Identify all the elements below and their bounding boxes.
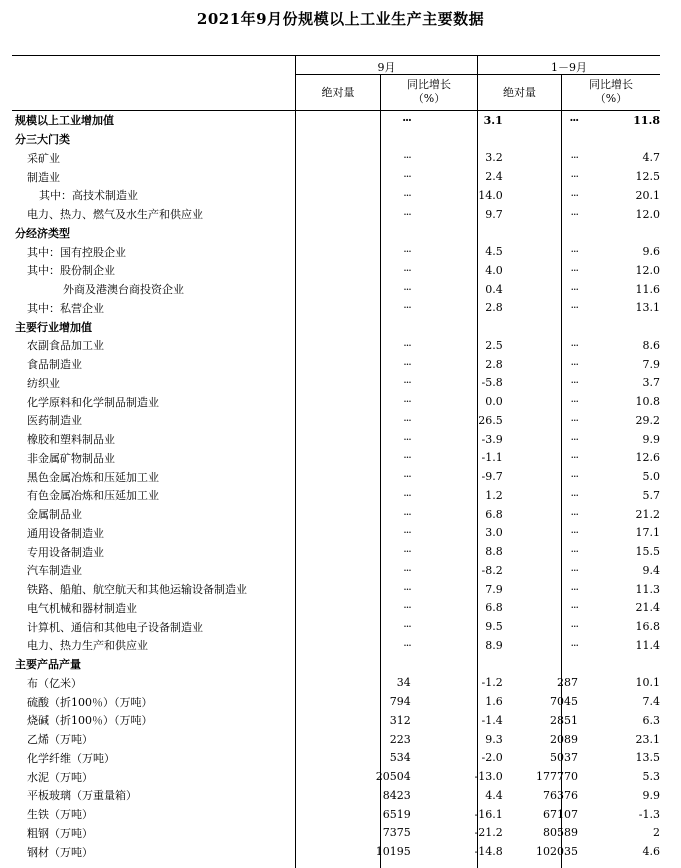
row-value: 9.9 [642, 432, 660, 446]
row-value: 102035 [536, 845, 579, 859]
table-row [12, 805, 660, 824]
row-value: 9.4 [642, 563, 660, 577]
row-label: 其中：股份制企业 [27, 264, 115, 278]
row-value: 3.1 [483, 113, 503, 127]
row-value: 0.0 [485, 395, 503, 409]
row-value: ··· [403, 432, 411, 446]
row-label: 其中：国有控股企业 [27, 245, 126, 259]
row-value: ··· [403, 470, 411, 484]
row-value: 3.7 [642, 376, 660, 390]
row-value: ··· [570, 395, 579, 409]
row-value: ··· [403, 601, 411, 615]
page-title: 2021年9月份规模以上工业生产主要数据 [196, 10, 485, 28]
header-yoy-line2: （%） [412, 92, 446, 105]
row-value: ··· [403, 301, 411, 315]
row-value: -16.1 [474, 807, 503, 821]
row-value: 4.7 [642, 151, 660, 165]
table-top-border [12, 55, 660, 56]
row-value [503, 130, 578, 149]
row-value: ··· [403, 545, 411, 559]
row-value: 12.0 [635, 207, 660, 221]
row-label: 其中：高技术制造业 [39, 189, 138, 203]
section-row [12, 317, 660, 336]
row-value [578, 317, 660, 336]
row-value: ··· [403, 413, 411, 427]
row-value: 312 [389, 713, 411, 727]
header-abs-jan-sep: 绝对量 [503, 86, 536, 99]
table-row [12, 149, 660, 168]
row-value: ··· [403, 188, 411, 202]
table-row [12, 186, 660, 205]
row-label: 布（亿米） [27, 676, 82, 690]
row-value [336, 224, 411, 243]
row-value: -1.4 [481, 713, 503, 727]
row-value [578, 130, 660, 149]
row-value: 7045 [550, 695, 579, 709]
row-value: ··· [570, 357, 579, 371]
row-value: 2089 [550, 732, 579, 746]
row-value: 1.2 [485, 488, 503, 502]
table-row [12, 467, 660, 486]
row-value: ··· [570, 188, 579, 202]
row-value: 10.8 [635, 395, 660, 409]
row-label: 水泥（万吨） [27, 770, 93, 784]
row-value: ··· [570, 638, 579, 652]
row-value: 9.7 [485, 207, 503, 221]
row-value: ··· [570, 245, 579, 259]
row-value: 9.9 [642, 788, 660, 802]
row-value: ··· [403, 357, 411, 371]
table-row [12, 842, 660, 861]
row-value [578, 655, 660, 674]
row-label: 计算机、通信和其他电子设备制造业 [27, 620, 203, 634]
row-value: 534 [389, 751, 411, 765]
row-value: 3.2 [485, 151, 503, 165]
row-value: 11.6 [635, 282, 660, 296]
row-value: 10195 [375, 845, 411, 859]
row-value [336, 655, 411, 674]
row-value: 6.8 [485, 507, 503, 521]
row-value: -21.2 [474, 826, 503, 840]
row-value: -14.8 [474, 845, 503, 859]
row-label: 分经济类型 [15, 226, 70, 240]
row-value: 3.0 [485, 526, 503, 540]
row-label: 主要产品产量 [15, 658, 81, 672]
row-value: -8.2 [481, 563, 503, 577]
row-value: ··· [570, 545, 579, 559]
row-value: 13.1 [635, 301, 660, 315]
table-row [12, 336, 660, 355]
section-row [12, 224, 660, 243]
row-value: 34 [396, 676, 411, 690]
table-row [12, 355, 660, 374]
row-label: 橡胶和塑料制品业 [27, 433, 115, 447]
table-row [12, 280, 660, 299]
row-value [503, 317, 578, 336]
row-value [336, 130, 411, 149]
row-value: -3.9 [481, 432, 503, 446]
row-value: 21.4 [635, 601, 660, 615]
row-value: 4.4 [485, 788, 503, 802]
row-value: 287 [557, 676, 579, 690]
row-label: 乙烯（万吨） [27, 733, 93, 747]
row-value: ··· [570, 526, 579, 540]
row-value: ··· [570, 301, 579, 315]
header-period-jan-sep: 1－9月 [551, 61, 587, 74]
row-label: 化学纤维（万吨） [27, 751, 115, 765]
row-value: 20504 [375, 770, 411, 784]
header-period-sep: 9月 [377, 61, 396, 74]
table-row [12, 392, 660, 411]
row-value: ··· [570, 170, 579, 184]
table-row [12, 561, 660, 580]
row-value: 8423 [382, 788, 411, 802]
table-row [12, 449, 660, 468]
table-row [12, 674, 660, 693]
row-value: 16.8 [635, 620, 660, 634]
row-label: 汽车制造业 [27, 564, 82, 578]
row-value: ··· [570, 601, 579, 615]
table-row [12, 524, 660, 543]
header-yoy-line2: （%） [594, 92, 628, 105]
table-row [12, 636, 660, 655]
table-row [12, 111, 660, 130]
row-value: ··· [570, 620, 579, 634]
header-yoy-line1: 同比增长 [589, 78, 633, 91]
row-label: 黑色金属冶炼和压延加工业 [27, 470, 159, 484]
row-value: -1.3 [638, 807, 660, 821]
row-value: ··· [403, 170, 411, 184]
row-value: 15.5 [635, 545, 660, 559]
table-row [12, 767, 660, 786]
row-label: 分三大门类 [15, 133, 70, 147]
row-value: ··· [403, 245, 411, 259]
row-value: 23.1 [635, 732, 660, 746]
row-value [336, 317, 411, 336]
row-value: 26.5 [478, 413, 503, 427]
row-value: 29.2 [635, 413, 660, 427]
row-value: 11.4 [635, 638, 660, 652]
row-value: 14.0 [478, 188, 503, 202]
row-value [411, 130, 503, 149]
header-yoy-sep [381, 78, 477, 106]
row-label: 规模以上工业增加值 [15, 114, 114, 128]
row-value: 5.7 [642, 488, 660, 502]
row-label: 电气机械和器材制造业 [27, 601, 137, 615]
row-value: ··· [403, 338, 411, 352]
row-value: 10.1 [635, 676, 660, 690]
section-row [12, 130, 660, 149]
row-value: ··· [570, 338, 579, 352]
row-value: 12.5 [635, 170, 660, 184]
row-value: 80589 [543, 826, 579, 840]
row-value: ··· [403, 451, 411, 465]
row-value: 13.5 [635, 751, 660, 765]
row-value: ··· [570, 263, 579, 277]
row-label: 主要行业增加值 [15, 320, 92, 334]
row-label: 粗钢（万吨） [27, 826, 93, 840]
row-value: 8.9 [485, 638, 503, 652]
table-row [12, 486, 660, 505]
row-label: 制造业 [27, 170, 60, 184]
row-label: 非金属矿物制品业 [27, 451, 115, 465]
table-row [12, 242, 660, 261]
table-row [12, 374, 660, 393]
table-row [12, 749, 660, 768]
row-value: ··· [403, 282, 411, 296]
row-value: 9.6 [642, 245, 660, 259]
row-value: 8.6 [642, 338, 660, 352]
row-value: ··· [570, 151, 579, 165]
row-label: 平板玻璃（万重量箱） [27, 789, 137, 803]
row-value: ··· [570, 470, 579, 484]
row-value [578, 224, 660, 243]
row-value: 2.8 [485, 357, 503, 371]
row-value: 9.3 [485, 732, 503, 746]
row-value: ··· [403, 563, 411, 577]
row-label: 电力、热力生产和供应业 [27, 639, 148, 653]
header-abs-sep: 绝对量 [321, 86, 355, 99]
row-label: 生铁（万吨） [27, 808, 93, 822]
row-value: 5037 [550, 751, 579, 765]
row-value [411, 655, 503, 674]
table-row [12, 711, 660, 730]
row-value [411, 224, 503, 243]
row-value: 7.9 [642, 357, 660, 371]
table-row [12, 261, 660, 280]
row-value: ··· [403, 526, 411, 540]
row-label: 外商及港澳台商投资企业 [63, 283, 184, 297]
row-value: ··· [569, 113, 579, 127]
table-row [12, 599, 660, 618]
row-value: 7375 [382, 826, 411, 840]
row-value: ··· [402, 113, 411, 127]
row-label: 化学原料和化学制品制造业 [27, 395, 159, 409]
row-label: 纺织业 [27, 376, 60, 390]
row-value: ··· [570, 488, 579, 502]
row-value: 2851 [550, 713, 579, 727]
section-row [12, 655, 660, 674]
row-value: 5.3 [642, 770, 660, 784]
row-value: ··· [570, 451, 579, 465]
row-value: 5.0 [642, 470, 660, 484]
row-value: ··· [403, 151, 411, 165]
table-row [12, 617, 660, 636]
row-value: -2.0 [481, 751, 503, 765]
row-value: ··· [570, 207, 579, 221]
table-row [12, 167, 660, 186]
data-table [12, 111, 660, 861]
row-value: 17.1 [635, 526, 660, 540]
row-label: 食品制造业 [27, 358, 82, 372]
row-value: 177770 [536, 770, 579, 784]
row-value: 7.9 [485, 582, 503, 596]
row-value: ··· [403, 395, 411, 409]
row-label: 烧碱（折100％）（万吨） [27, 714, 153, 728]
row-value: 2 [653, 826, 660, 840]
table-row [12, 692, 660, 711]
row-value: ··· [570, 432, 579, 446]
row-label: 铁路、船舶、航空航天和其他运输设备制造业 [27, 583, 247, 597]
row-value: ··· [403, 207, 411, 221]
row-value: ··· [570, 376, 579, 390]
row-value: 67107 [543, 807, 579, 821]
table-row [12, 205, 660, 224]
row-value: 21.2 [635, 507, 660, 521]
row-value: 12.0 [635, 263, 660, 277]
row-value: 11.3 [635, 582, 660, 596]
row-label: 农副食品加工业 [27, 339, 104, 353]
row-value: 6519 [382, 807, 411, 821]
row-value: ··· [570, 282, 579, 296]
row-value: -1.2 [481, 676, 503, 690]
row-label: 通用设备制造业 [27, 526, 104, 540]
row-value: 76376 [543, 788, 579, 802]
row-value: 794 [389, 695, 411, 709]
row-label: 钢材（万吨） [27, 845, 93, 859]
table-row [12, 786, 660, 805]
row-label: 硫酸（折100％）（万吨） [27, 695, 153, 709]
row-label: 采矿业 [27, 151, 60, 165]
header-yoy-line1: 同比增长 [407, 78, 451, 91]
row-value: ··· [403, 263, 411, 277]
row-value: ··· [403, 638, 411, 652]
row-value: -9.7 [481, 470, 503, 484]
row-value [503, 224, 578, 243]
table-row [12, 430, 660, 449]
table-row [12, 299, 660, 318]
row-label: 有色金属冶炼和压延加工业 [27, 489, 159, 503]
table-row [12, 411, 660, 430]
table-row [12, 730, 660, 749]
row-value: ··· [570, 582, 579, 596]
row-label: 金属制品业 [27, 508, 82, 522]
row-value: 11.8 [633, 113, 660, 127]
table-row [12, 824, 660, 843]
row-value: 1.6 [485, 695, 503, 709]
row-value: 6.8 [485, 601, 503, 615]
row-value: ··· [403, 507, 411, 521]
row-value: 12.6 [635, 451, 660, 465]
table-row [12, 542, 660, 561]
row-value: -1.1 [481, 451, 503, 465]
row-value: 4.0 [485, 263, 503, 277]
row-value: 4.6 [642, 845, 660, 859]
header-yoy-jan-sep [562, 78, 660, 106]
row-value: 6.3 [642, 713, 660, 727]
row-value: 2.8 [485, 301, 503, 315]
row-value: 2.5 [485, 338, 503, 352]
row-label: 其中：私营企业 [27, 301, 104, 315]
row-value: ··· [570, 563, 579, 577]
row-value [411, 317, 503, 336]
row-value: ··· [403, 582, 411, 596]
row-value: 4.5 [485, 245, 503, 259]
row-value: 2.4 [485, 170, 503, 184]
row-value: ··· [403, 620, 411, 634]
table-row [12, 580, 660, 599]
row-value: ··· [570, 413, 579, 427]
row-label: 专用设备制造业 [27, 545, 104, 559]
row-value [503, 655, 578, 674]
row-value: 8.8 [485, 545, 503, 559]
row-value: ··· [403, 488, 411, 502]
row-value: ··· [403, 376, 411, 390]
row-value: 0.4 [485, 282, 503, 296]
table-row [12, 505, 660, 524]
row-value: 7.4 [642, 695, 660, 709]
row-value: -5.8 [481, 376, 503, 390]
row-value: -13.0 [474, 770, 503, 784]
row-label: 医药制造业 [27, 414, 82, 428]
row-value: 20.1 [635, 188, 660, 202]
row-value: ··· [570, 507, 579, 521]
row-value: 223 [389, 732, 411, 746]
row-label: 电力、热力、燃气及水生产和供应业 [27, 208, 203, 222]
row-value: 9.5 [485, 620, 503, 634]
